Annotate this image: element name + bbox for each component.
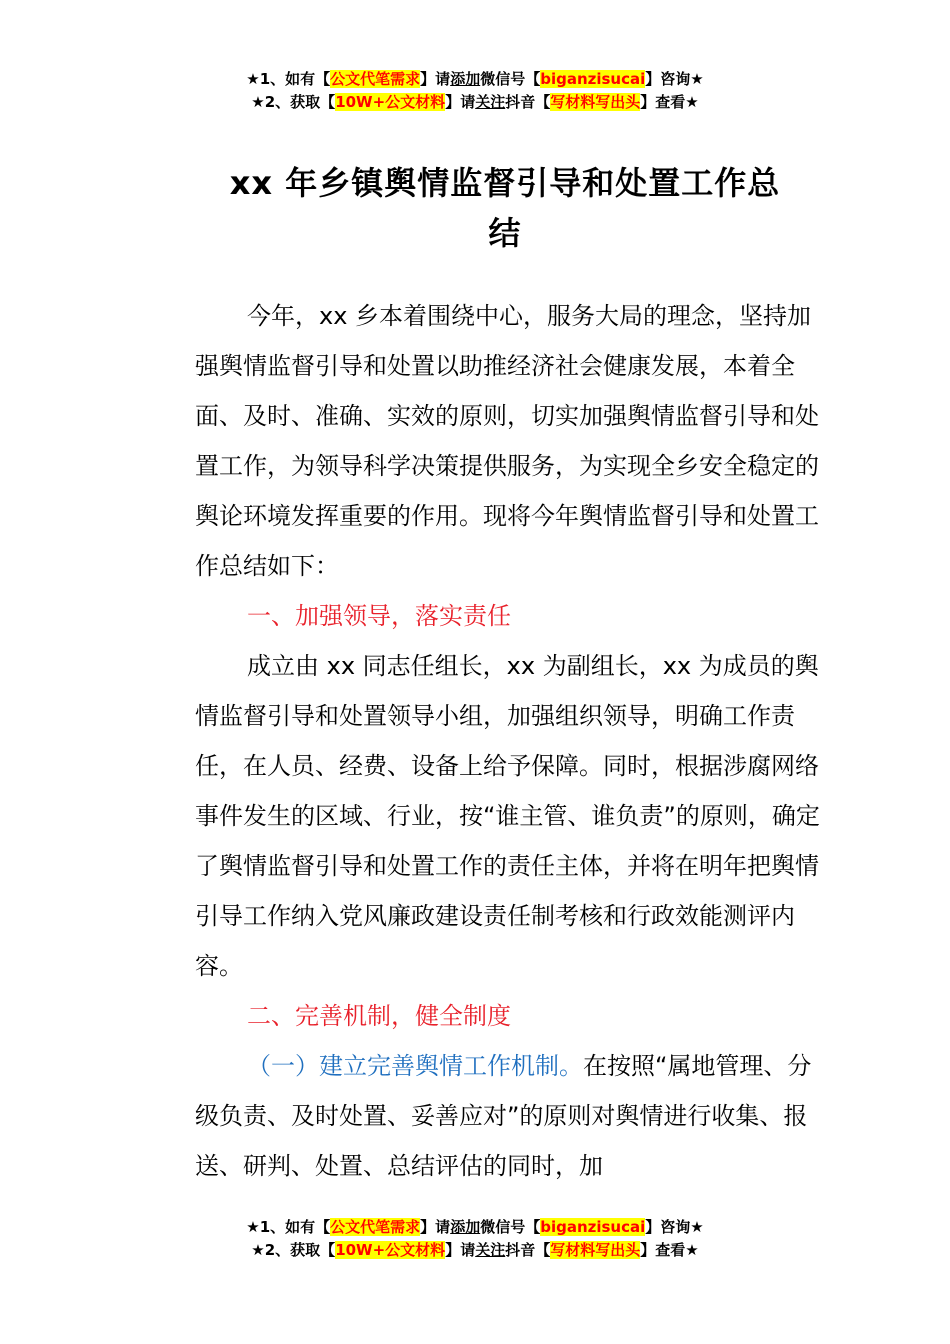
promo-text: 抖音【	[505, 1241, 551, 1259]
promo-text: 】请	[420, 70, 451, 88]
promo-text: ★1、如有【	[246, 1218, 331, 1236]
promo-text: ★2、获取【	[251, 93, 336, 111]
document-title	[195, 158, 815, 258]
promo-text: ★2、获取【	[251, 1241, 336, 1259]
promo-text: 】查看★	[640, 93, 699, 111]
promo-line-2	[0, 1239, 950, 1262]
promo-text: 】咨询★	[645, 70, 704, 88]
promo-text: ★1、如有【	[246, 70, 331, 88]
promo-text: 关注	[475, 93, 506, 111]
promo-highlight: 10W+公文材料	[335, 1241, 446, 1259]
promo-highlight: 写材料写出头	[550, 93, 641, 111]
promo-text: 】请	[420, 1218, 451, 1236]
promo-line-2	[0, 91, 950, 114]
promo-text: 添加	[450, 70, 481, 88]
promo-highlight: 10W+公文材料	[335, 93, 446, 111]
promo-text: 】查看★	[640, 1241, 699, 1259]
promo-text: 】咨询★	[645, 1218, 704, 1236]
promo-line-1	[0, 1216, 950, 1239]
promo-text: 关注	[475, 1241, 506, 1259]
promo-highlight: biganzisucai	[540, 70, 646, 88]
promo-highlight: 写材料写出头	[550, 1241, 641, 1259]
title-line-1: xx 年乡镇舆情监督引导和处置工作总	[229, 164, 781, 202]
paragraph-intro: 今年，xx 乡本着围绕中心，服务大局的理念，坚持加强舆情监督引导和处置以助推经济社会健康发展，本着全面、及时、准确、实效的原则，切实加强舆情监督引导和处置工作，为领导科学决策提供服务，为实现全乡安全稳定的舆论环境发挥重要的作用。现将今年舆情监督引导和处置工作总结如下：	[195, 302, 819, 580]
promo-text: 抖音【	[505, 93, 551, 111]
promo-line-1	[0, 68, 950, 91]
paragraph-mechanism	[195, 1041, 835, 1191]
promo-highlight: biganzisucai	[540, 1218, 646, 1236]
promo-text: 添加	[450, 1218, 481, 1236]
promo-text: 】请	[445, 1241, 476, 1259]
promo-highlight: 公文代笔需求	[330, 1218, 421, 1236]
document-body	[195, 291, 835, 1191]
promo-banner-bottom	[0, 1216, 950, 1262]
paragraph-leadership: 成立由 xx 同志任组长，xx 为副组长，xx 为成员的舆情监督引导和处置领导小组，加强组织领导，明确工作责任，在人员、经费、设备上给予保障。同时，根据涉腐网络事件发生的区域、行业，按“谁主管、谁负责”的原则，确定了舆情监督引导和处置工作的责任主体，并将在明年把舆情引导工作纳入党风廉政建设责任制考核和行政效能测评内容。	[195, 652, 820, 980]
subsection-heading-1: （一）建立完善舆情工作机制。	[247, 1052, 583, 1080]
promo-banner-top	[0, 68, 950, 114]
title-line-2: 结	[488, 214, 522, 252]
promo-highlight: 公文代笔需求	[330, 70, 421, 88]
section-heading-1: 一、加强领导，落实责任	[247, 602, 511, 630]
promo-text: 微信号【	[480, 1218, 541, 1236]
promo-text: 微信号【	[480, 70, 541, 88]
subsection-text: 在按照“属地管理、分级负责、及时处置、妥善应对”的原则对舆情进行收集、报送、研判、处置、总结评估的同时，加	[195, 1052, 812, 1180]
promo-text: 】请	[445, 93, 476, 111]
section-heading-2: 二、完善机制，健全制度	[247, 1002, 511, 1030]
